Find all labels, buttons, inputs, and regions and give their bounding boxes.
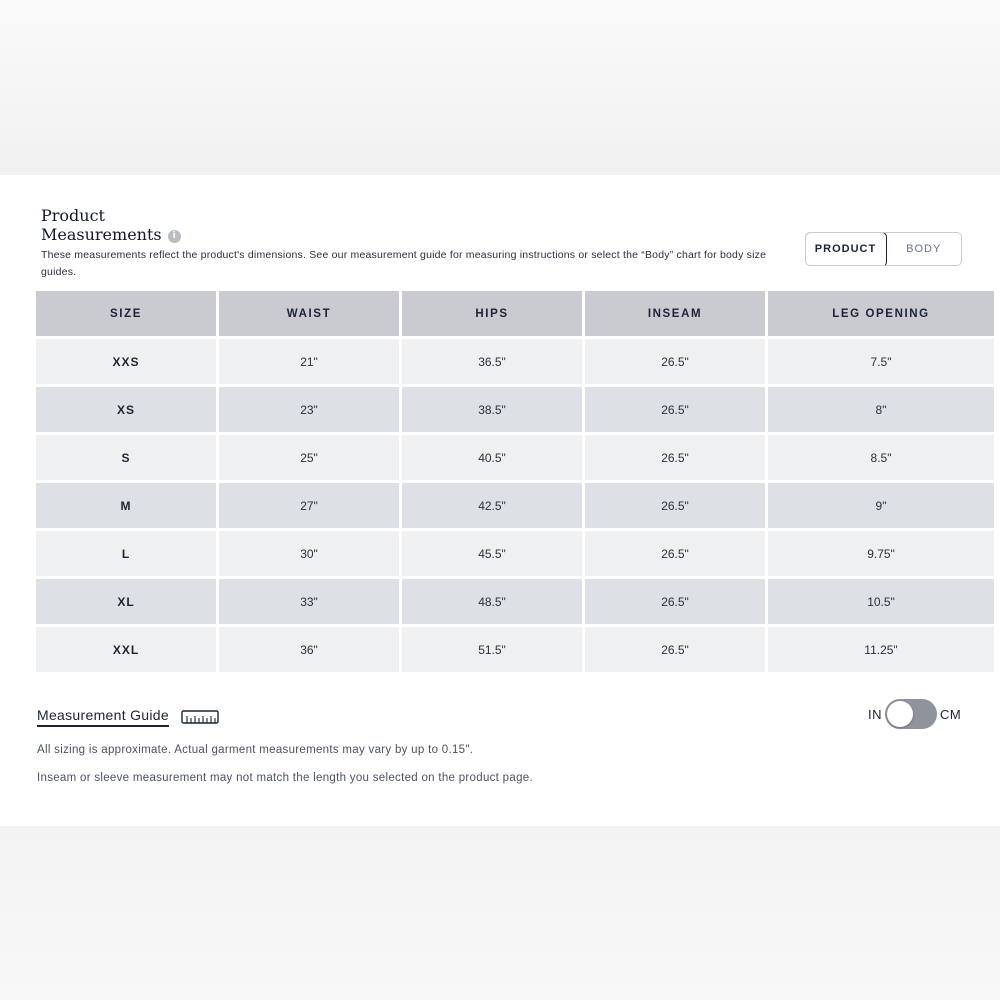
unit-switch-knob — [887, 701, 913, 727]
sizing-note: All sizing is approximate. Actual garment measurements may vary by up to 0.15". — [37, 744, 474, 756]
table-row — [36, 531, 994, 576]
waist-cell: 30" — [219, 531, 399, 576]
unit-toggle — [868, 699, 961, 729]
size-cell: L — [36, 531, 216, 576]
size-cell: M — [36, 483, 216, 528]
waist-cell: 23" — [219, 387, 399, 432]
title-line-2: Measurements — [41, 225, 162, 244]
leg-opening-cell: 10.5" — [768, 579, 994, 624]
product-tab[interactable]: PRODUCT — [805, 232, 887, 266]
hips-cell: 48.5" — [402, 579, 582, 624]
waist-cell: 33" — [219, 579, 399, 624]
size-cell: XS — [36, 387, 216, 432]
table-row — [36, 435, 994, 480]
unit-label-in: IN — [868, 706, 882, 722]
leg-opening-cell: 7.5" — [768, 339, 994, 384]
table-row — [36, 579, 994, 624]
column-header-leg-opening: LEG OPENING — [768, 291, 994, 336]
size-cell: XXL — [36, 627, 216, 672]
column-header-size: SIZE — [36, 291, 216, 336]
inseam-cell: 26.5" — [585, 339, 765, 384]
unit-switch[interactable] — [885, 699, 937, 729]
body-tab[interactable]: BODY — [906, 243, 942, 255]
waist-cell: 21" — [219, 339, 399, 384]
table-row — [36, 483, 994, 528]
hips-cell: 40.5" — [402, 435, 582, 480]
hips-cell: 38.5" — [402, 387, 582, 432]
size-table — [33, 288, 997, 675]
hips-cell: 51.5" — [402, 627, 582, 672]
chart-type-toggle — [805, 232, 962, 266]
title-line-1: Product — [41, 206, 105, 225]
hips-cell: 45.5" — [402, 531, 582, 576]
size-cell: XL — [36, 579, 216, 624]
leg-opening-cell: 9" — [768, 483, 994, 528]
inseam-cell: 26.5" — [585, 579, 765, 624]
inseam-cell: 26.5" — [585, 627, 765, 672]
size-chart-panel — [0, 175, 1000, 826]
info-icon[interactable]: i — [168, 230, 181, 243]
waist-cell: 25" — [219, 435, 399, 480]
table-header-row — [36, 291, 994, 336]
leg-opening-cell: 8.5" — [768, 435, 994, 480]
measurement-guide — [37, 707, 219, 727]
page-title — [41, 206, 181, 244]
inseam-cell: 26.5" — [585, 531, 765, 576]
size-cell: XXS — [36, 339, 216, 384]
column-header-waist: WAIST — [219, 291, 399, 336]
inseam-note: Inseam or sleeve measurement may not match the length you selected on the product page. — [37, 772, 533, 784]
hips-cell: 36.5" — [402, 339, 582, 384]
ruler-icon[interactable] — [181, 710, 219, 724]
leg-opening-cell: 9.75" — [768, 531, 994, 576]
background-top — [0, 0, 1000, 175]
inseam-cell: 26.5" — [585, 435, 765, 480]
inseam-cell: 26.5" — [585, 387, 765, 432]
table-row — [36, 387, 994, 432]
waist-cell: 36" — [219, 627, 399, 672]
waist-cell: 27" — [219, 483, 399, 528]
leg-opening-cell: 11.25" — [768, 627, 994, 672]
inseam-cell: 26.5" — [585, 483, 765, 528]
hips-cell: 42.5" — [402, 483, 582, 528]
leg-opening-cell: 8" — [768, 387, 994, 432]
description-text: These measurements reflect the product's dimensions. See our measurement guide for measuring instructions or select the “Body” chart for body size guides. — [41, 249, 767, 278]
table-row — [36, 339, 994, 384]
unit-label-cm: CM — [940, 706, 962, 722]
background-bottom — [0, 826, 1000, 1000]
measurement-guide-link[interactable]: Measurement Guide — [37, 707, 169, 727]
table-row — [36, 627, 994, 672]
column-header-inseam: INSEAM — [585, 291, 765, 336]
column-header-hips: HIPS — [402, 291, 582, 336]
size-cell: S — [36, 435, 216, 480]
